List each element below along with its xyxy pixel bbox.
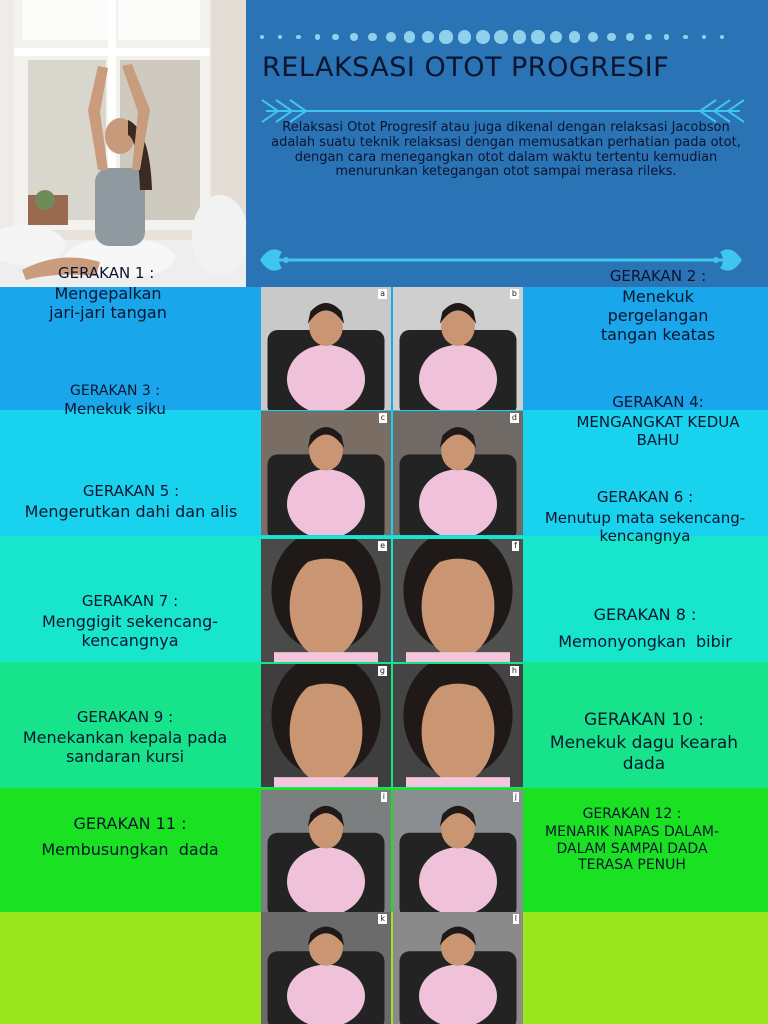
photo-letter-label: b <box>511 289 517 298</box>
step-7-text: Menggigit sekencang-kencangnya <box>41 612 219 651</box>
exercise-photo <box>393 411 523 535</box>
header-dot <box>404 31 415 42</box>
photo-letter-label: e <box>380 541 385 550</box>
photo-letter-label: h <box>511 666 517 675</box>
step-11-heading: GERAKAN 11 : <box>73 814 187 833</box>
step-4-heading: GERAKAN 4: <box>612 393 704 411</box>
photo-letter-label: l <box>514 914 517 923</box>
step-3-heading: GERAKAN 3 : <box>70 383 160 399</box>
step-2 <box>548 267 768 345</box>
header-dot <box>368 33 377 42</box>
header-dot <box>550 31 562 43</box>
step-8 <box>530 605 760 651</box>
exercise-photo <box>393 287 523 410</box>
header-dot <box>569 31 580 42</box>
step-1-heading: GERAKAN 1 : <box>58 264 155 282</box>
person-figure <box>393 790 523 912</box>
photo-letter-label: j <box>514 792 517 801</box>
step-2-text: Menekuk pergelangan tangan keatas <box>600 287 716 345</box>
header-dot <box>607 33 616 42</box>
header-dot <box>350 33 357 40</box>
step-5 <box>20 482 242 521</box>
step-12 <box>530 806 734 874</box>
photo-letter-label: d <box>511 413 517 422</box>
header-dot <box>422 31 434 43</box>
person-figure <box>393 287 523 410</box>
header-dot <box>278 35 282 39</box>
step-9-text: Menekankan kepala pada sandaran kursi <box>22 728 228 767</box>
person-figure <box>393 411 523 535</box>
step-11-text: Membusungkan dada <box>41 840 219 860</box>
step-10 <box>528 710 760 774</box>
step-5-text: Mengerutkan dahi dan alis <box>24 502 238 521</box>
step-12-heading: GERAKAN 12 : <box>582 806 682 822</box>
header-dot <box>513 30 527 44</box>
step-8-heading: GERAKAN 8 : <box>593 605 697 624</box>
page-title: RELAKSASI OTOT PROGRESIF <box>262 52 670 83</box>
header-dot <box>315 34 320 39</box>
step-5-heading: GERAKAN 5 : <box>82 482 180 500</box>
step-2-heading: GERAKAN 2 : <box>609 267 707 285</box>
step-10-text: Menekuk dagu kearah dada <box>549 733 739 774</box>
person-figure <box>261 912 391 1024</box>
person-figure <box>261 790 391 912</box>
photo-letter-label: g <box>379 666 385 675</box>
header-dot <box>386 32 396 42</box>
exercise-photo <box>393 912 523 1024</box>
step-3-text: Menekuk siku <box>64 399 166 418</box>
header-dot <box>588 32 598 42</box>
header-dot <box>702 35 706 39</box>
step-4 <box>548 393 768 449</box>
photo-letter-label: k <box>380 914 385 923</box>
step-9-heading: GERAKAN 9 : <box>76 708 174 726</box>
photo-letter-label: i <box>382 792 385 801</box>
person-figure <box>261 287 391 410</box>
header-dot <box>645 34 651 40</box>
step-1-text: Mengepalkan jari-jari tangan <box>49 284 167 323</box>
exercise-photo <box>393 664 523 787</box>
step-9 <box>20 708 230 766</box>
person-figure <box>261 411 391 535</box>
person-figure <box>393 539 523 662</box>
step-8-text: Memonyongkan bibir <box>558 632 732 652</box>
step-1 <box>30 264 220 322</box>
person-figure <box>393 664 523 787</box>
person-figure <box>261 539 391 662</box>
header-dot <box>439 30 452 43</box>
header-dot <box>260 35 264 39</box>
stretching-woman-illustration <box>0 0 246 287</box>
header-dot <box>664 34 669 39</box>
step-4-text: MENGANGKAT KEDUA BAHU <box>576 413 740 449</box>
photo-letter-label: f <box>514 541 517 550</box>
exercise-photo <box>261 912 391 1024</box>
person-figure <box>393 912 523 1024</box>
exercise-photo <box>261 539 391 662</box>
exercise-photo <box>393 790 523 912</box>
step-10-heading: GERAKAN 10 : <box>583 710 705 730</box>
step-6-text: Menutup mata sekencang-kencangnya <box>544 509 746 545</box>
header-dot <box>296 35 301 40</box>
photo-letter-label: a <box>380 289 385 298</box>
header-dot <box>626 33 633 40</box>
step-12-text: MENARIK NAPAS DALAM-DALAM SAMPAI DADA TERASA PENUH <box>545 823 719 874</box>
hero-photo-stretching-woman <box>0 0 246 287</box>
header-dot <box>494 30 508 44</box>
step-6-heading: GERAKAN 6 : <box>596 488 694 506</box>
step-11 <box>20 814 240 859</box>
step-7-heading: GERAKAN 7 : <box>81 592 179 610</box>
step-7 <box>30 592 230 650</box>
header-dot <box>531 30 544 43</box>
exercise-photo <box>261 287 391 410</box>
step-3 <box>20 383 210 418</box>
header-dot <box>332 34 338 40</box>
exercise-photo <box>393 539 523 662</box>
header-dot <box>458 30 472 44</box>
step-6 <box>530 488 760 545</box>
photo-letter-label: c <box>380 413 385 422</box>
exercise-photo <box>261 411 391 535</box>
header-dot <box>683 35 688 40</box>
exercise-photo <box>261 664 391 787</box>
header-dot <box>720 35 724 39</box>
exercise-photo <box>261 790 391 912</box>
person-figure <box>261 664 391 787</box>
header-dot <box>476 30 490 44</box>
intro-paragraph: Relaksasi Otot Progresif atau juga dikenal dengan relaksasi Jacobson adalah suatu teknik relaksasi dengan memusatkan perhatian pada otot, dengan cara menegangkan otot dalam waktu tertentu kemudian menurunkan ketegangan otot sampai merasa rileks. <box>271 120 741 180</box>
